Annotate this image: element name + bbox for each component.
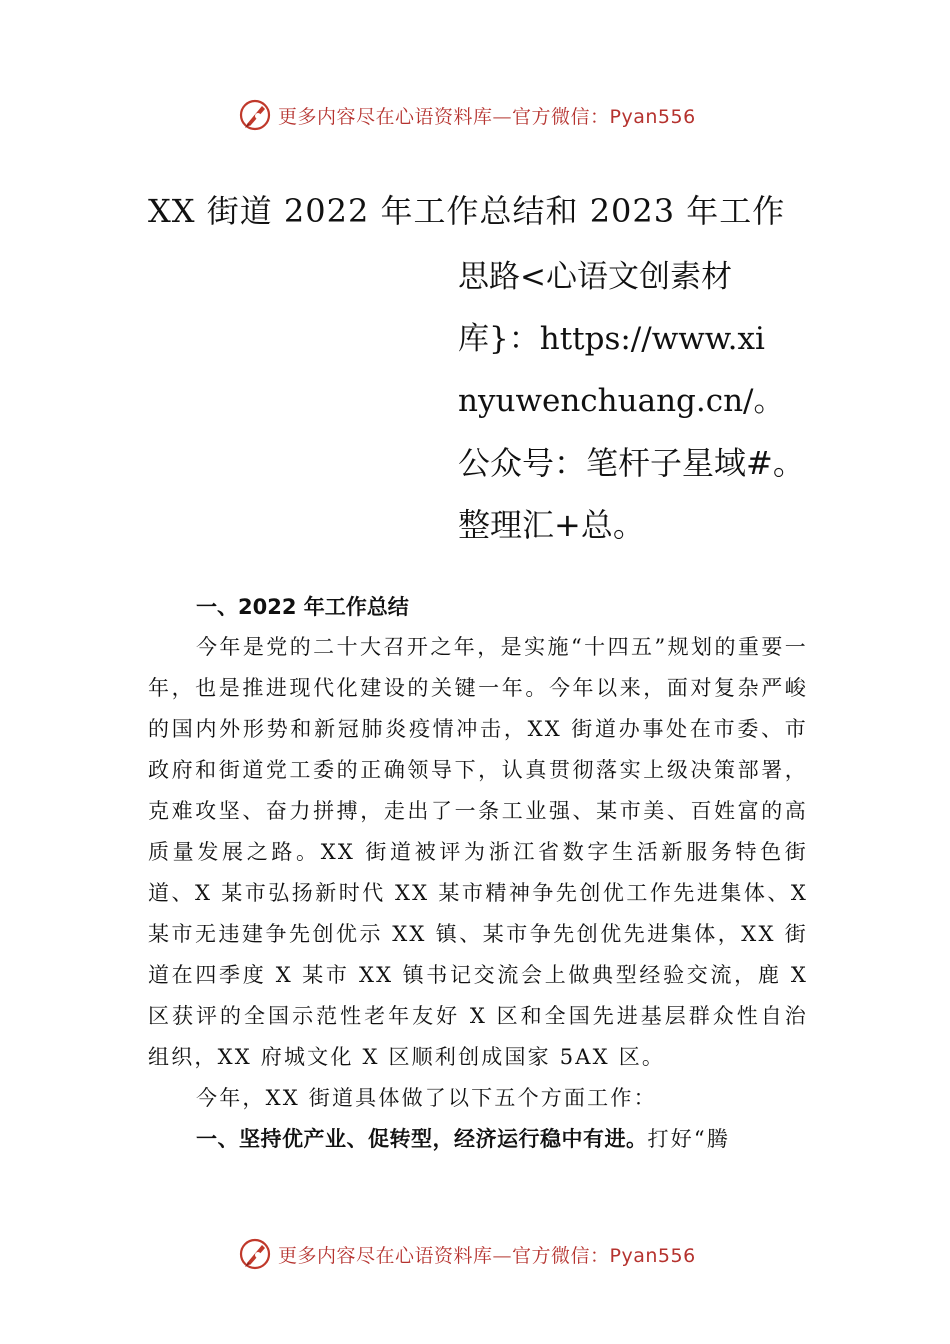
paragraph-point-one <box>148 1119 808 1160</box>
header-banner <box>238 97 696 133</box>
footer-banner <box>238 1236 696 1272</box>
paragraph-summary: 今年是党的二十大召开之年，是实施“十四五”规划的重要一年，也是推进现代化建设的关键一年。今年以来，面对复杂严峻的国内外形势和新冠肺炎疫情冲击，XX 街道办事处在市委、市政府和街道党工委的正确领导下，认真贯彻落实上级决策部署，克难攻坚、奋力拼搏，走出了一条工业强、某市美、百姓富的高质量发展之路。XX 街道被评为浙江省数字生活新服务特色街道、X 某市弘扬新时代 XX 某市精神争先创优工作先进集体、X 某市无违建争先创优示 XX 镇、某市争先创优先进集体，XX 街道在四季度 X 某市 XX 镇书记交流会上做典型经验交流，鹿 X 区获评的全国示范性老年友好 X 区和全国先进基层群众性自治组织，XX 府城文化 X 区顺利创成国家 5AX 区。 <box>148 635 808 1069</box>
pen-logo-icon <box>238 1237 272 1271</box>
header-banner-text: 更多内容尽在心语资料库—官方微信：Pyan556 <box>278 105 696 128</box>
document-title-block <box>458 246 838 556</box>
point-one-text: 打好“腾 <box>647 1127 731 1151</box>
point-one-heading: 一、坚持优产业、促转型，经济运行稳中有进。 <box>196 1127 648 1151</box>
document-title-line1: XX 街道 2022 年工作总结和 2023 年工作 <box>148 192 786 230</box>
document-body <box>148 587 808 1160</box>
paragraph-intro: 今年，XX 街道具体做了以下五个方面工作： <box>196 1086 657 1110</box>
title-line5: 公众号：笔杆子星域#。 <box>458 444 805 482</box>
title-line4: nyuwenchuang.cn/。 <box>458 383 785 419</box>
pen-logo-icon <box>238 98 272 132</box>
footer-banner-text: 更多内容尽在心语资料库—官方微信：Pyan556 <box>278 1244 696 1267</box>
title-line2: 思路<心语文创素材 <box>458 259 732 295</box>
title-line3: 库}：https://www.xi <box>458 321 765 357</box>
section-heading: 一、2022 年工作总结 <box>196 595 409 619</box>
title-line6: 整理汇+总。 <box>458 506 645 544</box>
